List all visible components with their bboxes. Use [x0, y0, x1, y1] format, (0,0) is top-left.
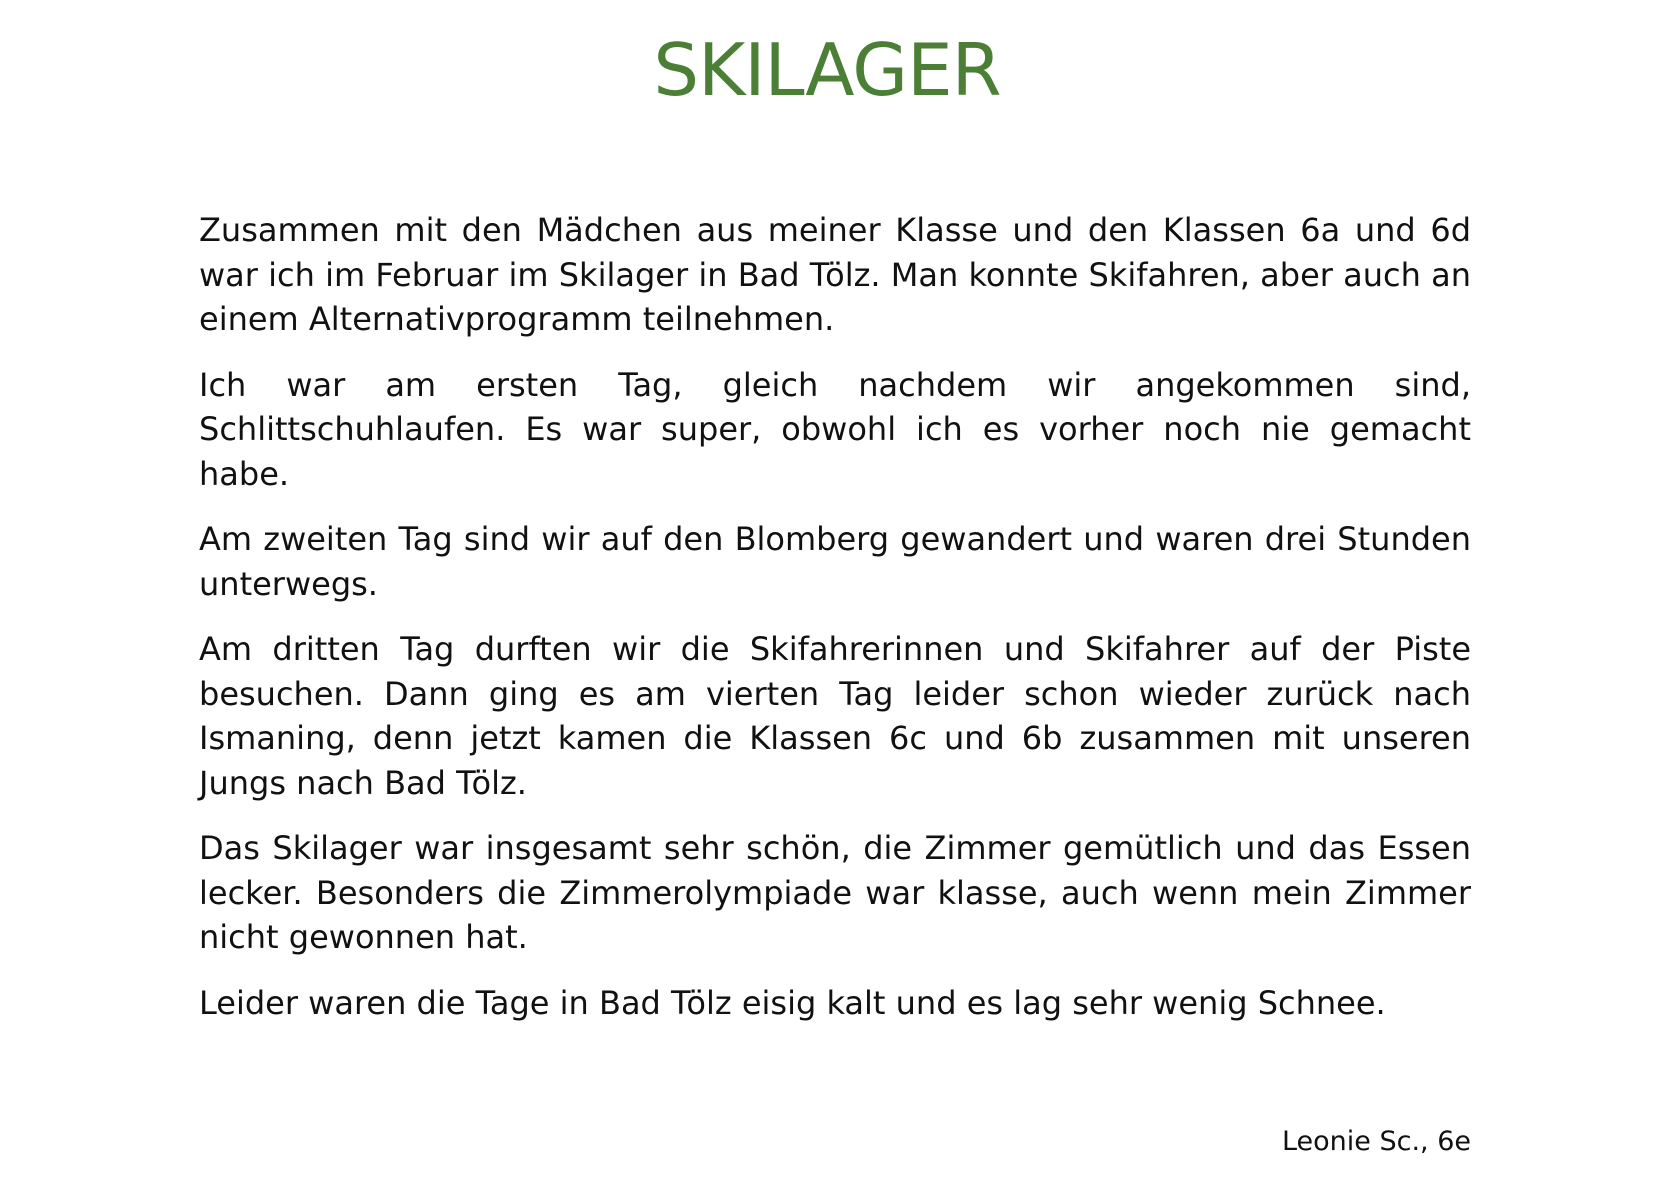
paragraph-day-two: Am zweiten Tag sind wir auf den Blomberg gewandert und waren drei Stunden unterwegs.	[199, 520, 1471, 603]
paragraph-day-one: Ich war am ersten Tag, gleich nachdem wir angekommen sind, Schlittschuhlaufen. Es war super, obwohl ich es vorher noch nie gemacht habe.	[199, 365, 1471, 493]
paragraph-day-three: Am dritten Tag durften wir die Skifahrerinnen und Skifahrer auf der Piste besuchen. Dann ging es am vierten Tag leider schon wieder zurück nach Ismaning, denn jetzt kamen die Klassen 6c und 6b zusammen mit unseren Jungs nach Bad Tölz.	[199, 630, 1471, 802]
paragraph-intro: Zusammen mit den Mädchen aus meiner Klasse und den Klassen 6a und 6d war ich im Februar im Skilager in Bad Tölz. Man konnte Skifahren, aber auch an einem Alternativprogramm teilnehmen.	[199, 211, 1471, 338]
paragraph-weather: Leider waren die Tage in Bad Tölz eisig kalt und es lag sehr wenig Schnee.	[199, 983, 1386, 1022]
article-body	[199, 208, 1471, 1046]
author-signature: Leonie Sc., 6e	[1281, 1126, 1471, 1157]
paragraph-summary: Das Skilager war insgesamt sehr schön, die Zimmer gemütlich und das Essen lecker. Besonders die Zimmerolympiade war klasse, auch wenn mein Zimmer nicht gewonnen hat.	[199, 829, 1471, 956]
page-title: SKILAGER	[653, 28, 1001, 112]
